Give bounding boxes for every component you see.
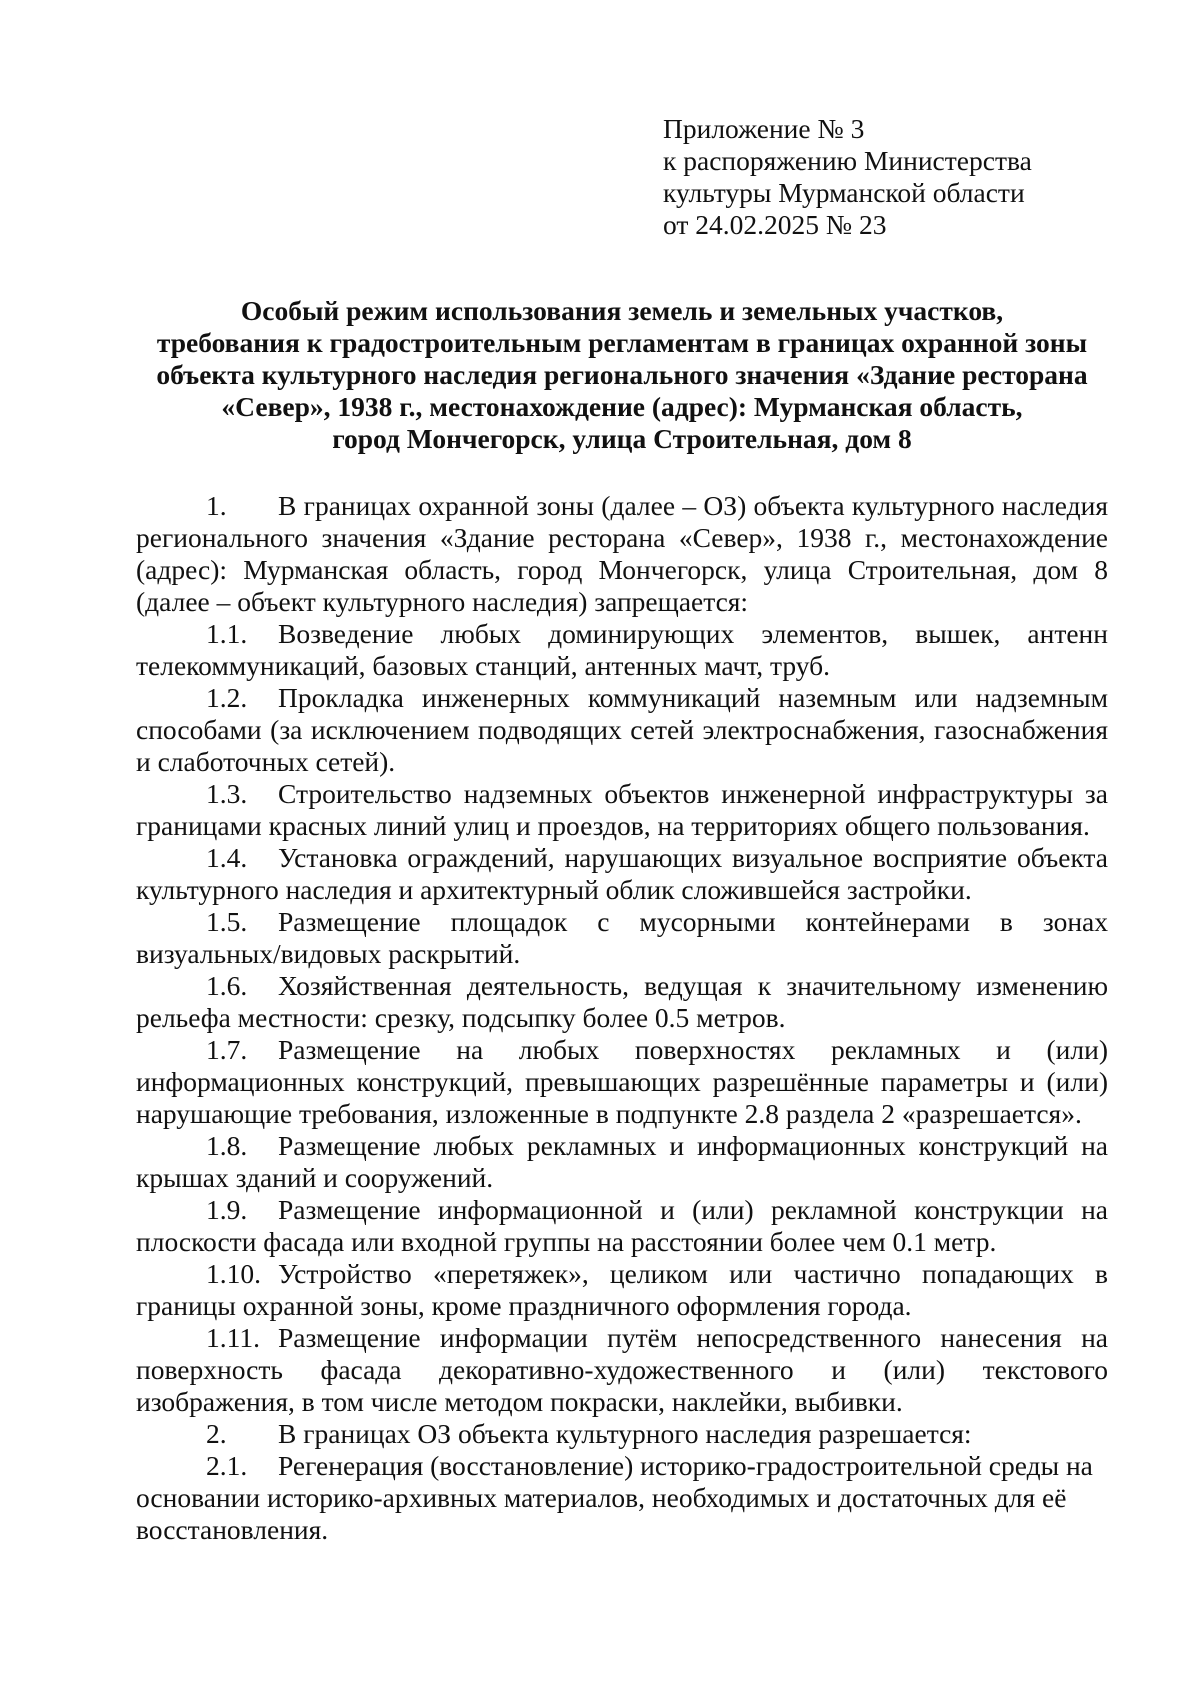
appendix-date-line: от 24.02.2025 № 23 [663,209,887,240]
clause-number: 1.5. [206,906,248,937]
clause-number: 1.11. [206,1322,260,1353]
clause [136,1450,1108,1546]
clause [136,1258,1108,1322]
clause [136,906,1108,970]
clause-text: Устройство «перетяжек», целиком или частично попадающих в границы охранной зоны, кроме праздничного оформления города. [136,1258,1108,1321]
clause-number: 1.4. [206,842,248,873]
clause-number: 1. [206,490,227,521]
clause [136,1034,1108,1130]
clause-text: Строительство надземных объектов инженерной инфраструктуры за границами красных линий улиц и проездов, на территориях общего пользования. [136,778,1108,841]
clause-number: 2.1. [206,1450,248,1481]
clause-text: Хозяйственная деятельность, ведущая к значительному изменению рельефа местности: срезку, подсыпку более 0.5 метров. [136,970,1108,1033]
document-title [132,295,1112,455]
clause [136,490,1108,618]
title-line: «Север», 1938 г., местонахождение (адрес): Мурманская область, [221,391,1023,422]
document-body [136,490,1108,1546]
clause-text: Прокладка инженерных коммуникаций наземным или надземным способами (за исключением подводящих сетей электроснабжения, газоснабжения и слаботочных сетей). [136,682,1108,777]
clause-number: 1.7. [206,1034,248,1065]
clause-text: Размещение информации путём непосредственного нанесения на поверхность фасада декоративно-художественного и (или) текстового изображения, в том числе методом покраски, наклейки, выбивки. [136,1322,1108,1417]
appendix-block [663,113,1032,241]
clause-text: Возведение любых доминирующих элементов, вышек, антенн телекоммуникаций, базовых станций, антенных мачт, труб. [136,618,1108,681]
title-line: объекта культурного наследия регионального значения «Здание ресторана [156,359,1088,390]
clause-text: В границах ОЗ объекта культурного наследия разрешается: [278,1418,972,1449]
clause [136,682,1108,778]
title-line: Особый режим использования земель и земельных участков, [240,295,1004,326]
clause-number: 1.10. [206,1258,261,1289]
clause [136,1130,1108,1194]
clause [136,970,1108,1034]
title-line: город Мончегорск, улица Строительная, дом 8 [332,423,912,454]
clause [136,618,1108,682]
clause-text: Размещение на любых поверхностях рекламных и (или) информационных конструкций, превышающих разрешённые параметры и (или) нарушающие требования, изложенные в подпункте 2.8 раздела 2 «разрешается». [136,1034,1108,1129]
clause-number: 2. [206,1418,227,1449]
appendix-ministry-line: культуры Мурманской области [663,177,1025,208]
appendix-order-line: к распоряжению Министерства [663,145,1032,176]
title-line: требования к градостроительным регламентам в границах охранной зоны [156,327,1088,358]
clause-text: Размещение площадок с мусорными контейнерами в зонах визуальных/видовых раскрытий. [136,906,1108,969]
clause [136,778,1108,842]
clause [136,842,1108,906]
clause-number: 1.8. [206,1130,248,1161]
clause-number: 1.2. [206,682,248,713]
clause [136,1418,1108,1450]
clause-number: 1.1. [206,618,248,649]
clause-text: Регенерация (восстановление) историко-градостроительной среды на основании историко-архивных материалов, необходимых и достаточных для её восстановления. [136,1450,1093,1545]
clause-text: Размещение любых рекламных и информационных конструкций на крышах зданий и сооружений. [136,1130,1108,1193]
clause-number: 1.3. [206,778,248,809]
appendix-number: Приложение № 3 [663,113,865,144]
clause [136,1322,1108,1418]
clause-text: В границах охранной зоны (далее – ОЗ) объекта культурного наследия регионального значения «Здание ресторана «Север», 1938 г., местонахождение (адрес): Мурманская область, город Мончегорск, улица Строительная, дом 8 (далее – объект культурного наследия) запрещается: [136,490,1108,617]
clause-text: Установка ограждений, нарушающих визуальное восприятие объекта культурного наследия и архитектурный облик сложившейся застройки. [136,842,1108,905]
clause [136,1194,1108,1258]
clause-number: 1.6. [206,970,248,1001]
clause-number: 1.9. [206,1194,248,1225]
clause-text: Размещение информационной и (или) рекламной конструкции на плоскости фасада или входной группы на расстоянии более чем 0.1 метр. [136,1194,1108,1257]
